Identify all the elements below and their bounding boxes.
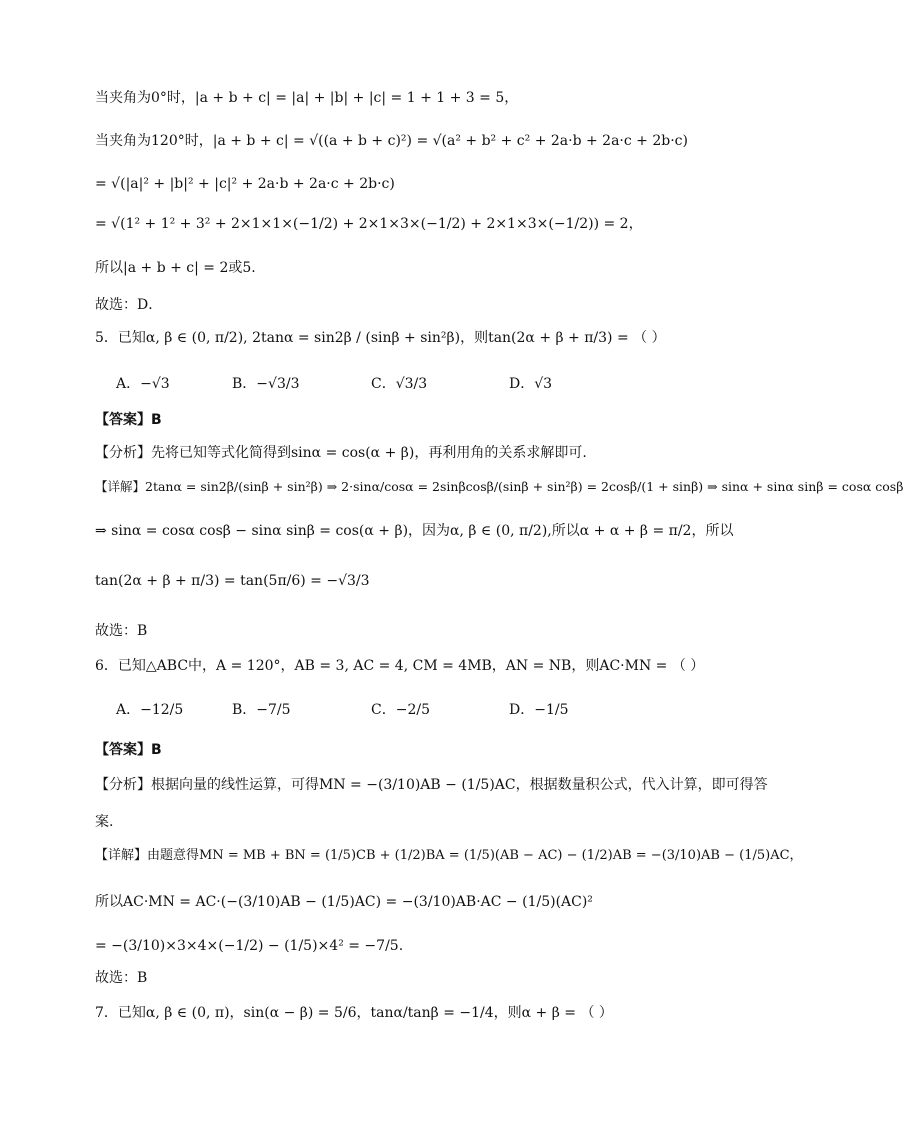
q5-analysis: 【分析】先将已知等式化简得到sinα = cos(α + β)，再利用角的关系求解即可. [95, 445, 587, 461]
question-5: 5．已知α, β ∈ (0, π/2), 2tanα = sin2β / (sinβ + sin²β)，则tan(2α + β + π/3) = （ ） [95, 330, 666, 346]
q5-choice: 故选：B [95, 623, 148, 639]
question-6: 6．已知△ABC中，A = 120°，AB = 3, AC = 4, CM = 4MB，AN = NB，则AC·MN = （ ） [95, 658, 705, 674]
text-line-expand-1: = √(|a|² + |b|² + |c|² + 2a·b + 2a·c + 2b·c) [95, 176, 395, 192]
q6-option-d: D．−1/5 [509, 702, 569, 718]
q5-detail-2: ⇒ sinα = cosα cosβ − sinα sinβ = cos(α + β)，因为α, β ∈ (0, π/2),所以α + α + β = π/2，所以 [95, 523, 734, 539]
q6-option-a: A．−12/5 [116, 702, 184, 718]
text-line-choice-d: 故选：D． [95, 297, 163, 313]
q6-option-b: B．−7/5 [232, 702, 291, 718]
q5-option-a: A．−√3 [116, 376, 170, 392]
q6-detail-2: 所以AC·MN = AC·(−(3/10)AB − (1/5)AC) = −(3/10)AB·AC − (1/5)(AC)² [95, 894, 593, 910]
q6-detail-1: 【详解】由题意得MN = MB + BN = (1/5)CB + (1/2)BA = (1/5)(AB − AC) − (1/2)AB = −(3/10)AB − (1/5)AC， [95, 848, 803, 863]
q6-answer: 【答案】B [95, 742, 162, 758]
text-line-expand-2: = √(1² + 1² + 3² + 2×1×1×(−1/2) + 2×1×3×(−1/2) + 2×1×3×(−1/2)) = 2， [95, 216, 643, 232]
q6-analysis-2: 案. [95, 814, 114, 830]
q5-option-d: D．√3 [509, 376, 553, 392]
q5-option-b: B．−√3/3 [232, 376, 300, 392]
q5-detail-1: 【详解】2tanα = sin2β/(sinβ + sin²β) ⇒ 2·sinα/cosα = 2sinβcosβ/(sinβ + sin²β) = 2cosβ/(1 + sinβ) ⇒ sinα + sinα sinβ = cosα cosβ [95, 479, 903, 494]
q5-detail-3: tan(2α + β + π/3) = tan(5π/6) = −√3/3 [95, 573, 370, 589]
text-line-angle-0: 当夹角为0°时，|a + b + c| = |a| + |b| + |c| = 1 + 1 + 3 = 5， [95, 90, 519, 106]
q6-choice: 故选：B [95, 970, 148, 986]
q5-answer: 【答案】B [95, 412, 162, 428]
text-line-angle-120: 当夹角为120°时，|a + b + c| = √((a + b + c)²) = √(a² + b² + c² + 2a·b + 2a·c + 2b·c) [95, 133, 688, 149]
question-7: 7．已知α, β ∈ (0, π)，sin(α − β) = 5/6，tanα/tanβ = −1/4，则α + β = （ ） [95, 1005, 613, 1021]
q6-analysis-1: 【分析】根据向量的线性运算，可得MN = −(3/10)AB − (1/5)AC，根据数量积公式，代入计算，即可得答 [95, 777, 768, 793]
q5-option-c: C．√3/3 [371, 376, 428, 392]
q6-option-c: C．−2/5 [371, 702, 430, 718]
text-line-conclusion: 所以|a + b + c| = 2或5. [95, 260, 256, 276]
q6-detail-3: = −(3/10)×3×4×(−1/2) − (1/5)×4² = −7/5. [95, 938, 404, 954]
